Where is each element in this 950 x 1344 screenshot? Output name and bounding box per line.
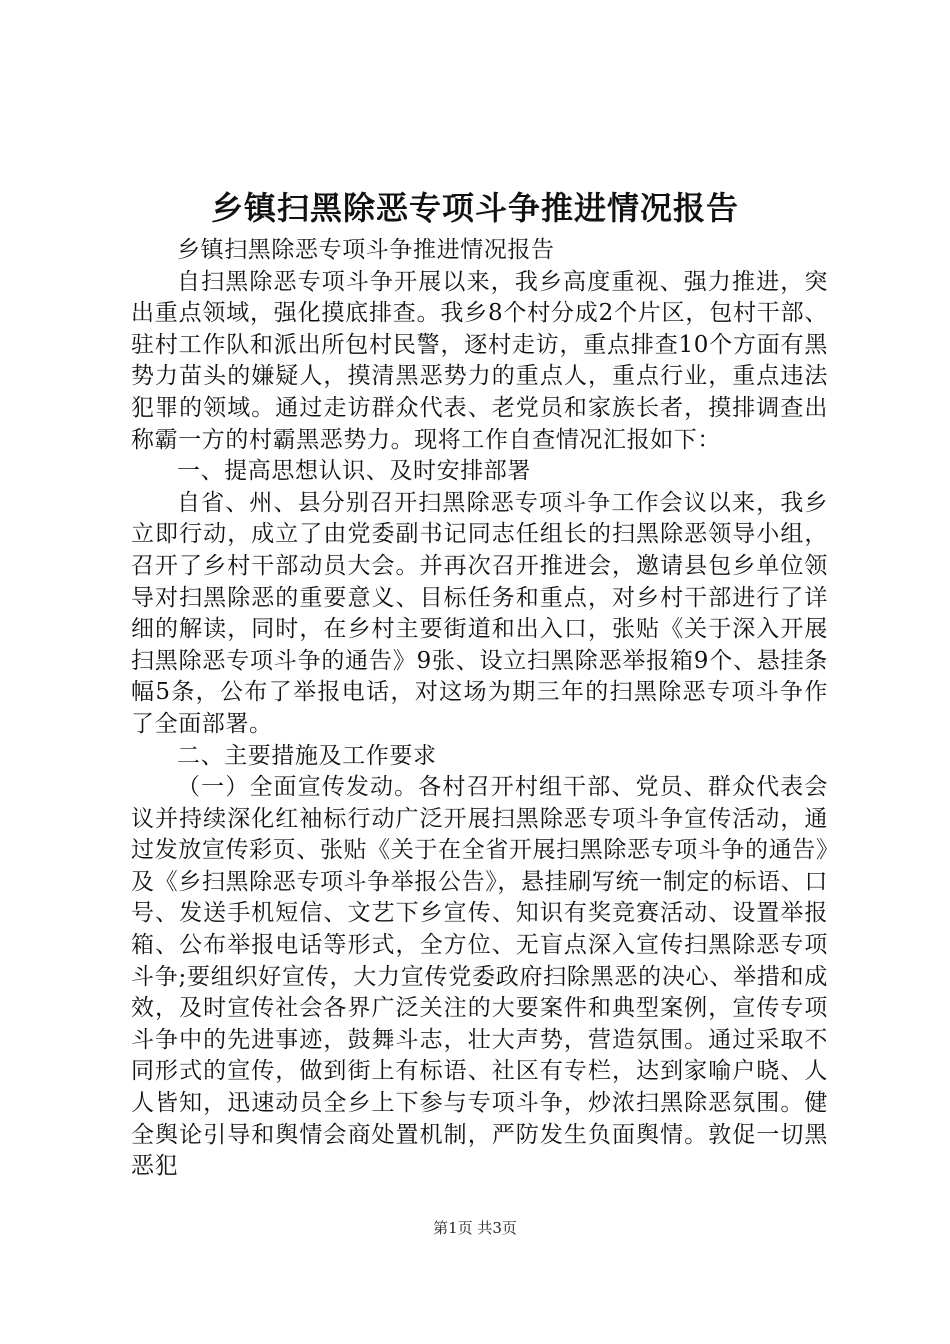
section-heading-2: 二、主要措施及工作要求	[177, 742, 437, 769]
paragraph-intro: 自扫黑除恶专项斗争开展以来，我乡高度重视、强力推进，突出重点领域，强化摸底排查。我乡8个村分成2个片区，包村干部、驻村工作队和派出所包村民警，逐村走访，重点排查10个方面有黑势力苗头的嫌疑人，摸清黑恶势力的重点人，重点行业，重点违法犯罪的领域。通过走访群众代表、老党员和家族长者，摸排调查出称霸一方的村霸黑恶势力。现将工作自查情况汇报如下：	[131, 268, 828, 453]
document-title: 乡镇扫黑除恶专项斗争推进情况报告	[210, 189, 739, 227]
document-body	[131, 235, 828, 1183]
paragraph-section-2-1: （一）全面宣传发动。各村召开村组干部、党员、群众代表会议并持续深化红袖标行动广泛开展扫黑除恶专项斗争宣传活动，通过发放宣传彩页、张贴《关于在全省开展扫黑除恶专项斗争的通告》及《乡扫黑除恶专项斗争举报公告》，悬挂刷写统一制定的标语、口号、发送手机短信、文艺下乡宣传、知识有奖竞赛活动、设置举报箱、公布举报电话等形式，全方位、无盲点深入宣传扫黑除恶专项斗争;要组织好宣传，大力宣传党委政府扫除黑恶的决心、举措和成效，及时宣传社会各界广泛关注的大要案件和典型案例，宣传专项斗争中的先进事迹，鼓舞斗志，壮大声势，营造氛围。通过采取不同形式的宣传，做到街上有标语、社区有专栏，达到家喻户晓、人人皆知，迅速动员全乡上下参与专项斗争，炒浓扫黑除恶氛围。健全舆论引导和舆情会商处置机制，严防发生负面舆情。敦促一切黑恶犯	[131, 774, 828, 1180]
document-subtitle: 乡镇扫黑除恶专项斗争推进情况报告	[177, 237, 555, 263]
page-number-footer: 第1页 共3页	[433, 1219, 517, 1237]
section-heading-1: 一、提高思想认识、及时安排部署	[177, 458, 531, 485]
paragraph-section-1: 自省、州、县分别召开扫黑除恶专项斗争工作会议以来，我乡立即行动，成立了由党委副书记同志任组长的扫黑除恶领导小组，召开了乡村干部动员大会。并再次召开推进会，邀请县包乡单位领导对扫黑除恶的重要意义、目标任务和重点，对乡村干部进行了详细的解读，同时，在乡村主要街道和出入口，张贴《关于深入开展扫黑除恶专项斗争的通告》9张、设立扫黑除恶举报箱9个、悬挂条幅5条，公布了举报电话，对这场为期三年的扫黑除恶专项斗争作了全面部署。	[131, 489, 828, 737]
